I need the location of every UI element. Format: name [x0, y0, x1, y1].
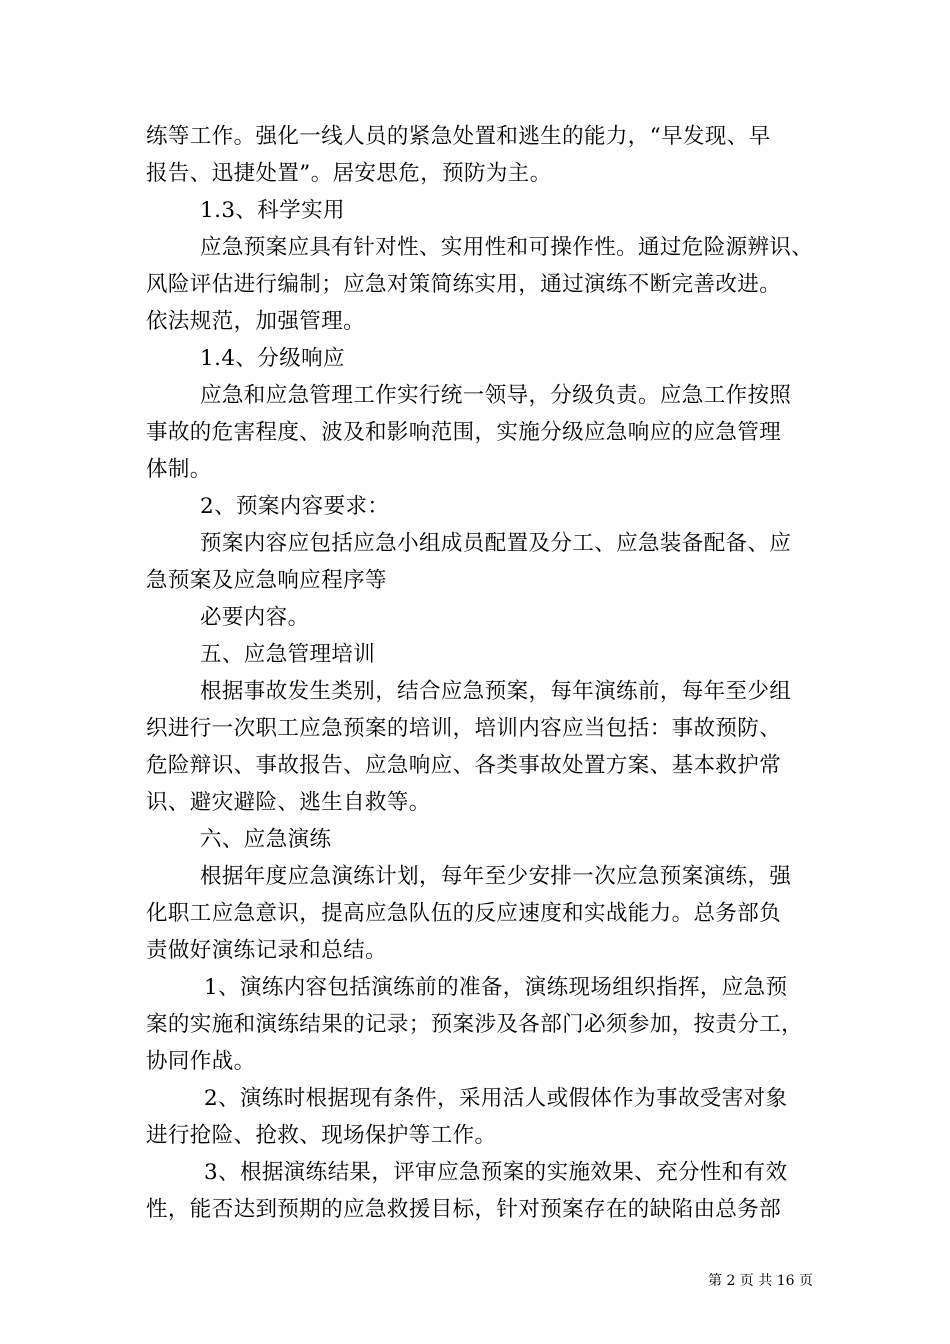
section-heading: 1.3、科学实用 — [200, 198, 345, 223]
text-line: 风险评估进行编制；应急对策简练实用，通过演练不断完善改进。 — [146, 272, 782, 297]
text-line: 2、演练时根据现有条件，采用活人或假体作为事故受害对象 — [204, 1086, 788, 1111]
text-line: 依法规范，加强管理。 — [146, 309, 366, 334]
text-line: 织进行一次职工应急预案的培训，培训内容应当包括：事故预防、 — [146, 716, 782, 741]
text-line: 性，能否达到预期的应急救援目标，针对预案存在的缺陷由总务部 — [146, 1197, 782, 1222]
section-heading: 1.4、分级响应 — [200, 346, 345, 371]
text-line: 应急预案应具有针对性、实用性和可操作性。通过危险源辨识、 — [200, 235, 814, 260]
text-line: 1、演练内容包括演练前的准备，演练现场组织指挥，应急预 — [204, 975, 788, 1000]
text-line: 事故的危害程度、波及和影响范围，实施分级应急响应的应急管理 — [146, 420, 782, 445]
section-heading: 六、应急演练 — [200, 827, 332, 852]
text-line: 应急和应急管理工作实行统一领导，分级负责。应急工作按照 — [200, 383, 792, 408]
text-line: 识、避灾避险、逃生自救等。 — [146, 790, 431, 815]
text-line: 预案内容应包括应急小组成员配置及分工、应急装备配备、应 — [200, 531, 792, 556]
text-line: 3、根据演练结果，评审应急预案的实施效果、充分性和有效 — [204, 1160, 788, 1185]
text-line: 案的实施和演练结果的记录；预案涉及各部门必须参加，按责分工， — [146, 1012, 804, 1037]
section-heading: 2、预案内容要求： — [200, 494, 390, 519]
text-line: 危险辩识、事故报告、应急响应、各类事故处置方案、基本救护常 — [146, 753, 782, 778]
text-line: 化职工应急意识，提高应急队伍的反应速度和实战能力。总务部负 — [146, 901, 782, 926]
section-heading: 五、应急管理培训 — [200, 642, 376, 667]
text-line: 急预案及应急响应程序等 — [146, 568, 387, 593]
text-line: 体制。 — [146, 457, 212, 482]
text-line: 根据年度应急演练计划，每年至少安排一次应急预案演练，强 — [200, 864, 792, 889]
page-number: 第 2 页 共 16 页 — [708, 1273, 813, 1289]
text-line: 协同作战。 — [146, 1049, 256, 1074]
text-line: 练等工作。强化一线人员的紧急处置和逃生的能力，“早发现、早 — [146, 124, 771, 149]
text-line: 报告、迅捷处置”。居安思危，预防为主。 — [146, 161, 552, 186]
text-line: 根据事故发生类别，结合应急预案，每年演练前，每年至少组 — [200, 679, 792, 704]
text-line: 责做好演练记录和总结。 — [146, 938, 387, 963]
text-line: 进行抢险、抢救、现场保护等工作。 — [146, 1123, 497, 1148]
text-line: 必要内容。 — [200, 605, 310, 630]
